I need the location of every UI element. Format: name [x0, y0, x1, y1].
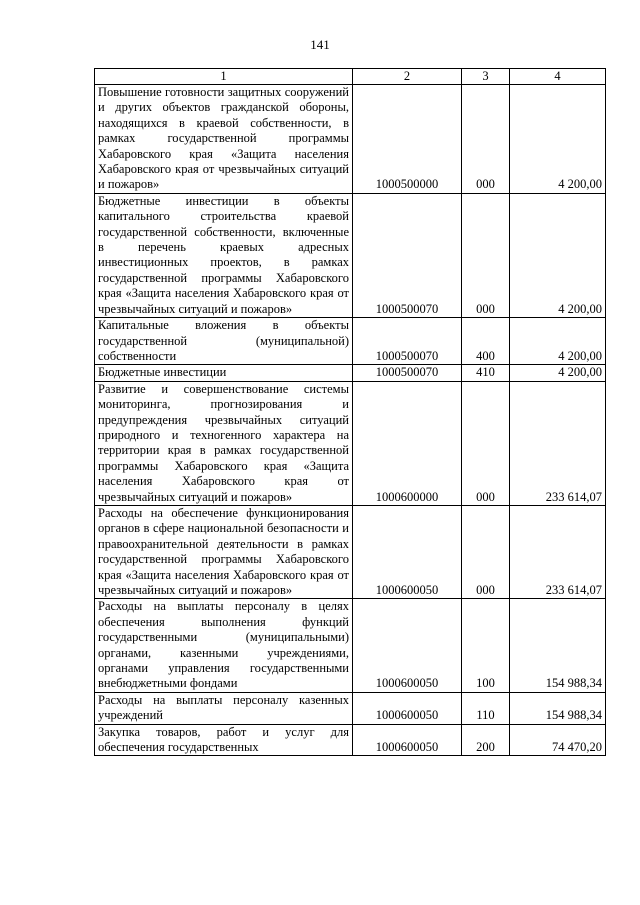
- row-sum: 74 470,20: [510, 724, 606, 756]
- row-name: Расходы на обеспечение функционирования органов в сфере национальной безопасности и правоохранительной деятельности в рамках государственной программы Хабаровского края «Защита населения Хабаровского края от чрезвычайных ситуаций и пожаров»: [95, 505, 353, 598]
- row-expense-type: 100: [462, 599, 510, 692]
- row-sum: 233 614,07: [510, 505, 606, 598]
- table-row: [95, 599, 606, 692]
- row-expense-type: 400: [462, 318, 510, 365]
- row-sum: 4 200,00: [510, 365, 606, 381]
- row-sum: 233 614,07: [510, 381, 606, 505]
- row-name: Бюджетные инвестиции в объекты капитального строительства краевой государственной собственности, включенные в перечень краевых адресных инвестиционных проектов, в рамках государственной программы Хабаровского края «Защита населения Хабаровского края от чрезвычайных ситуаций и пожаров»: [95, 193, 353, 317]
- table-row: [95, 193, 606, 317]
- row-code: 1000500070: [353, 365, 462, 381]
- table-row: [95, 365, 606, 381]
- row-code: 1000600050: [353, 692, 462, 724]
- row-code: 1000600050: [353, 724, 462, 756]
- header-col-4: 4: [510, 69, 606, 85]
- table-row: [95, 85, 606, 194]
- row-code: 1000500070: [353, 193, 462, 317]
- row-expense-type: 000: [462, 85, 510, 194]
- header-col-1: 1: [95, 69, 353, 85]
- row-name: Развитие и совершенствование системы мониторинга, прогнозирования и предупреждения чрезвычайных ситуаций природного и техногенного характера на территории края в рамках государственной программы Хабаровского края «Защита населения Хабаровского края от чрезвычайных ситуаций и пожаров»: [95, 381, 353, 505]
- header-col-2: 2: [353, 69, 462, 85]
- row-name: Бюджетные инвестиции: [95, 365, 353, 381]
- row-code: 1000600050: [353, 599, 462, 692]
- table-row: [95, 505, 606, 598]
- row-expense-type: 000: [462, 193, 510, 317]
- row-name: Капитальные вложения в объекты государственной (муниципальной) собственности: [95, 318, 353, 365]
- row-name: Расходы на выплаты персоналу казенных учреждений: [95, 692, 353, 724]
- row-sum: 154 988,34: [510, 692, 606, 724]
- row-name: Повышение готовности защитных сооружений и других объектов гражданской обороны, находящихся в краевой собственности, в рамках государственной программы Хабаровского края «Защита населения Хабаровского края от чрезвычайных ситуаций и пожаров»: [95, 85, 353, 194]
- budget-table: [94, 68, 606, 756]
- header-col-3: 3: [462, 69, 510, 85]
- row-name: Расходы на выплаты персоналу в целях обеспечения выполнения функций государственными (муниципальными) органами, казенными учреждениями, органами управления государственными внебюджетными фондами: [95, 599, 353, 692]
- row-expense-type: 110: [462, 692, 510, 724]
- row-expense-type: 410: [462, 365, 510, 381]
- row-sum: 4 200,00: [510, 318, 606, 365]
- row-sum: 4 200,00: [510, 193, 606, 317]
- table-row: [95, 381, 606, 505]
- row-name: Закупка товаров, работ и услуг для обеспечения государственных: [95, 724, 353, 756]
- row-sum: 4 200,00: [510, 85, 606, 194]
- row-expense-type: 200: [462, 724, 510, 756]
- row-code: 1000600000: [353, 381, 462, 505]
- table-row: [95, 318, 606, 365]
- row-code: 1000500070: [353, 318, 462, 365]
- table-row: [95, 692, 606, 724]
- row-expense-type: 000: [462, 381, 510, 505]
- row-sum: 154 988,34: [510, 599, 606, 692]
- row-expense-type: 000: [462, 505, 510, 598]
- row-code: 1000500000: [353, 85, 462, 194]
- row-code: 1000600050: [353, 505, 462, 598]
- table-header-row: [95, 69, 606, 85]
- page-number: 141: [310, 37, 330, 52]
- table-row: [95, 724, 606, 756]
